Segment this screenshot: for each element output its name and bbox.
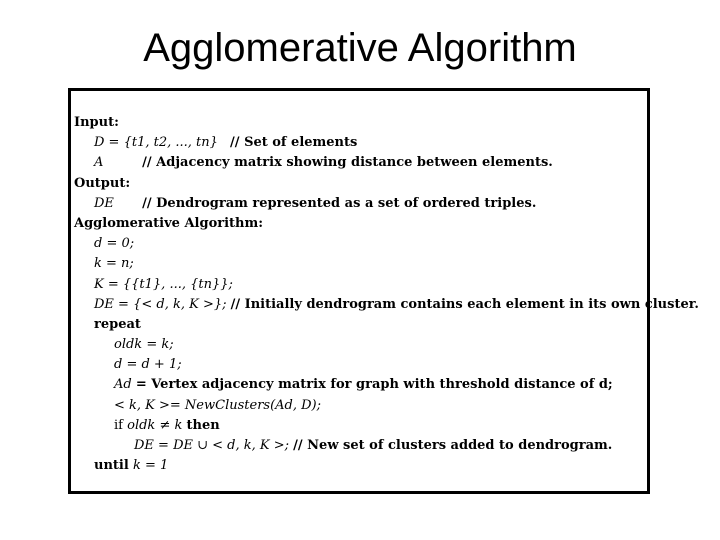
if-line	[74, 416, 652, 436]
DE-update-line	[74, 436, 652, 456]
K-init-line	[74, 275, 652, 295]
if-keyword: if	[114, 417, 123, 433]
input-label: Input:	[74, 115, 119, 130]
newclusters-expr: < k, K >= NewClusters(Ad, D);	[114, 397, 321, 413]
output-label-line	[74, 174, 652, 194]
until-line	[74, 456, 652, 476]
Ad-expr: Ad	[114, 377, 132, 393]
then-keyword: then	[186, 417, 220, 433]
algo-label-line	[74, 214, 652, 234]
DE-init-line	[74, 295, 699, 315]
repeat-keyword: repeat	[94, 316, 141, 332]
Ad-line	[74, 375, 652, 395]
DE-update-expr: DE = DE ∪ < d, k, K >;	[134, 438, 290, 453]
algo-label: Agglomerative Algorithm:	[74, 215, 264, 231]
input-label-line	[74, 113, 652, 133]
output-label: Output:	[74, 175, 131, 191]
newclusters-line	[74, 396, 652, 416]
oldk-expr: oldk = k;	[114, 337, 174, 353]
K-init-expr: K = {{t1}, ..., {tn}};	[94, 276, 233, 292]
algorithm-box	[68, 88, 699, 494]
d-inc-line	[74, 355, 652, 375]
input-a-line	[74, 153, 652, 173]
k-init-expr: k = n;	[94, 256, 134, 272]
d-init-expr: d = 0;	[94, 236, 135, 252]
input-d-comment: // Set of elements	[230, 135, 358, 151]
input-d-expr: D = {t1, t2, ..., tn}	[94, 135, 218, 151]
d-inc-expr: d = d + 1;	[114, 357, 182, 373]
until-condition: k = 1	[132, 458, 169, 474]
slide-title: Agglomerative Algorithm	[143, 26, 577, 70]
DE-init-expr: DE = {< d, k, K >};	[94, 296, 227, 312]
repeat-line	[74, 315, 652, 335]
algorithm-listing	[74, 113, 699, 476]
input-d-line	[74, 133, 652, 153]
DE-update-comment: // New set of clusters added to dendrogram.	[293, 438, 613, 453]
Ad-text: = Vertex adjacency matrix for graph with threshold distance of d;	[135, 377, 613, 393]
output-de-expr: DE	[94, 195, 114, 211]
until-keyword: until	[94, 458, 129, 474]
output-de-comment: // Dendrogram represented as a set of ordered triples.	[142, 195, 537, 211]
DE-init-comment: // Initially dendrogram contains each element in its own cluster.	[230, 296, 699, 312]
input-a-comment: // Adjacency matrix showing distance between elements.	[142, 155, 553, 171]
oldk-line	[74, 335, 652, 355]
k-init-line	[74, 254, 652, 274]
if-condition: oldk ≠ k	[127, 417, 183, 433]
output-de-line	[74, 194, 652, 214]
input-a-expr: A	[94, 155, 104, 171]
d-init-line	[74, 234, 652, 254]
